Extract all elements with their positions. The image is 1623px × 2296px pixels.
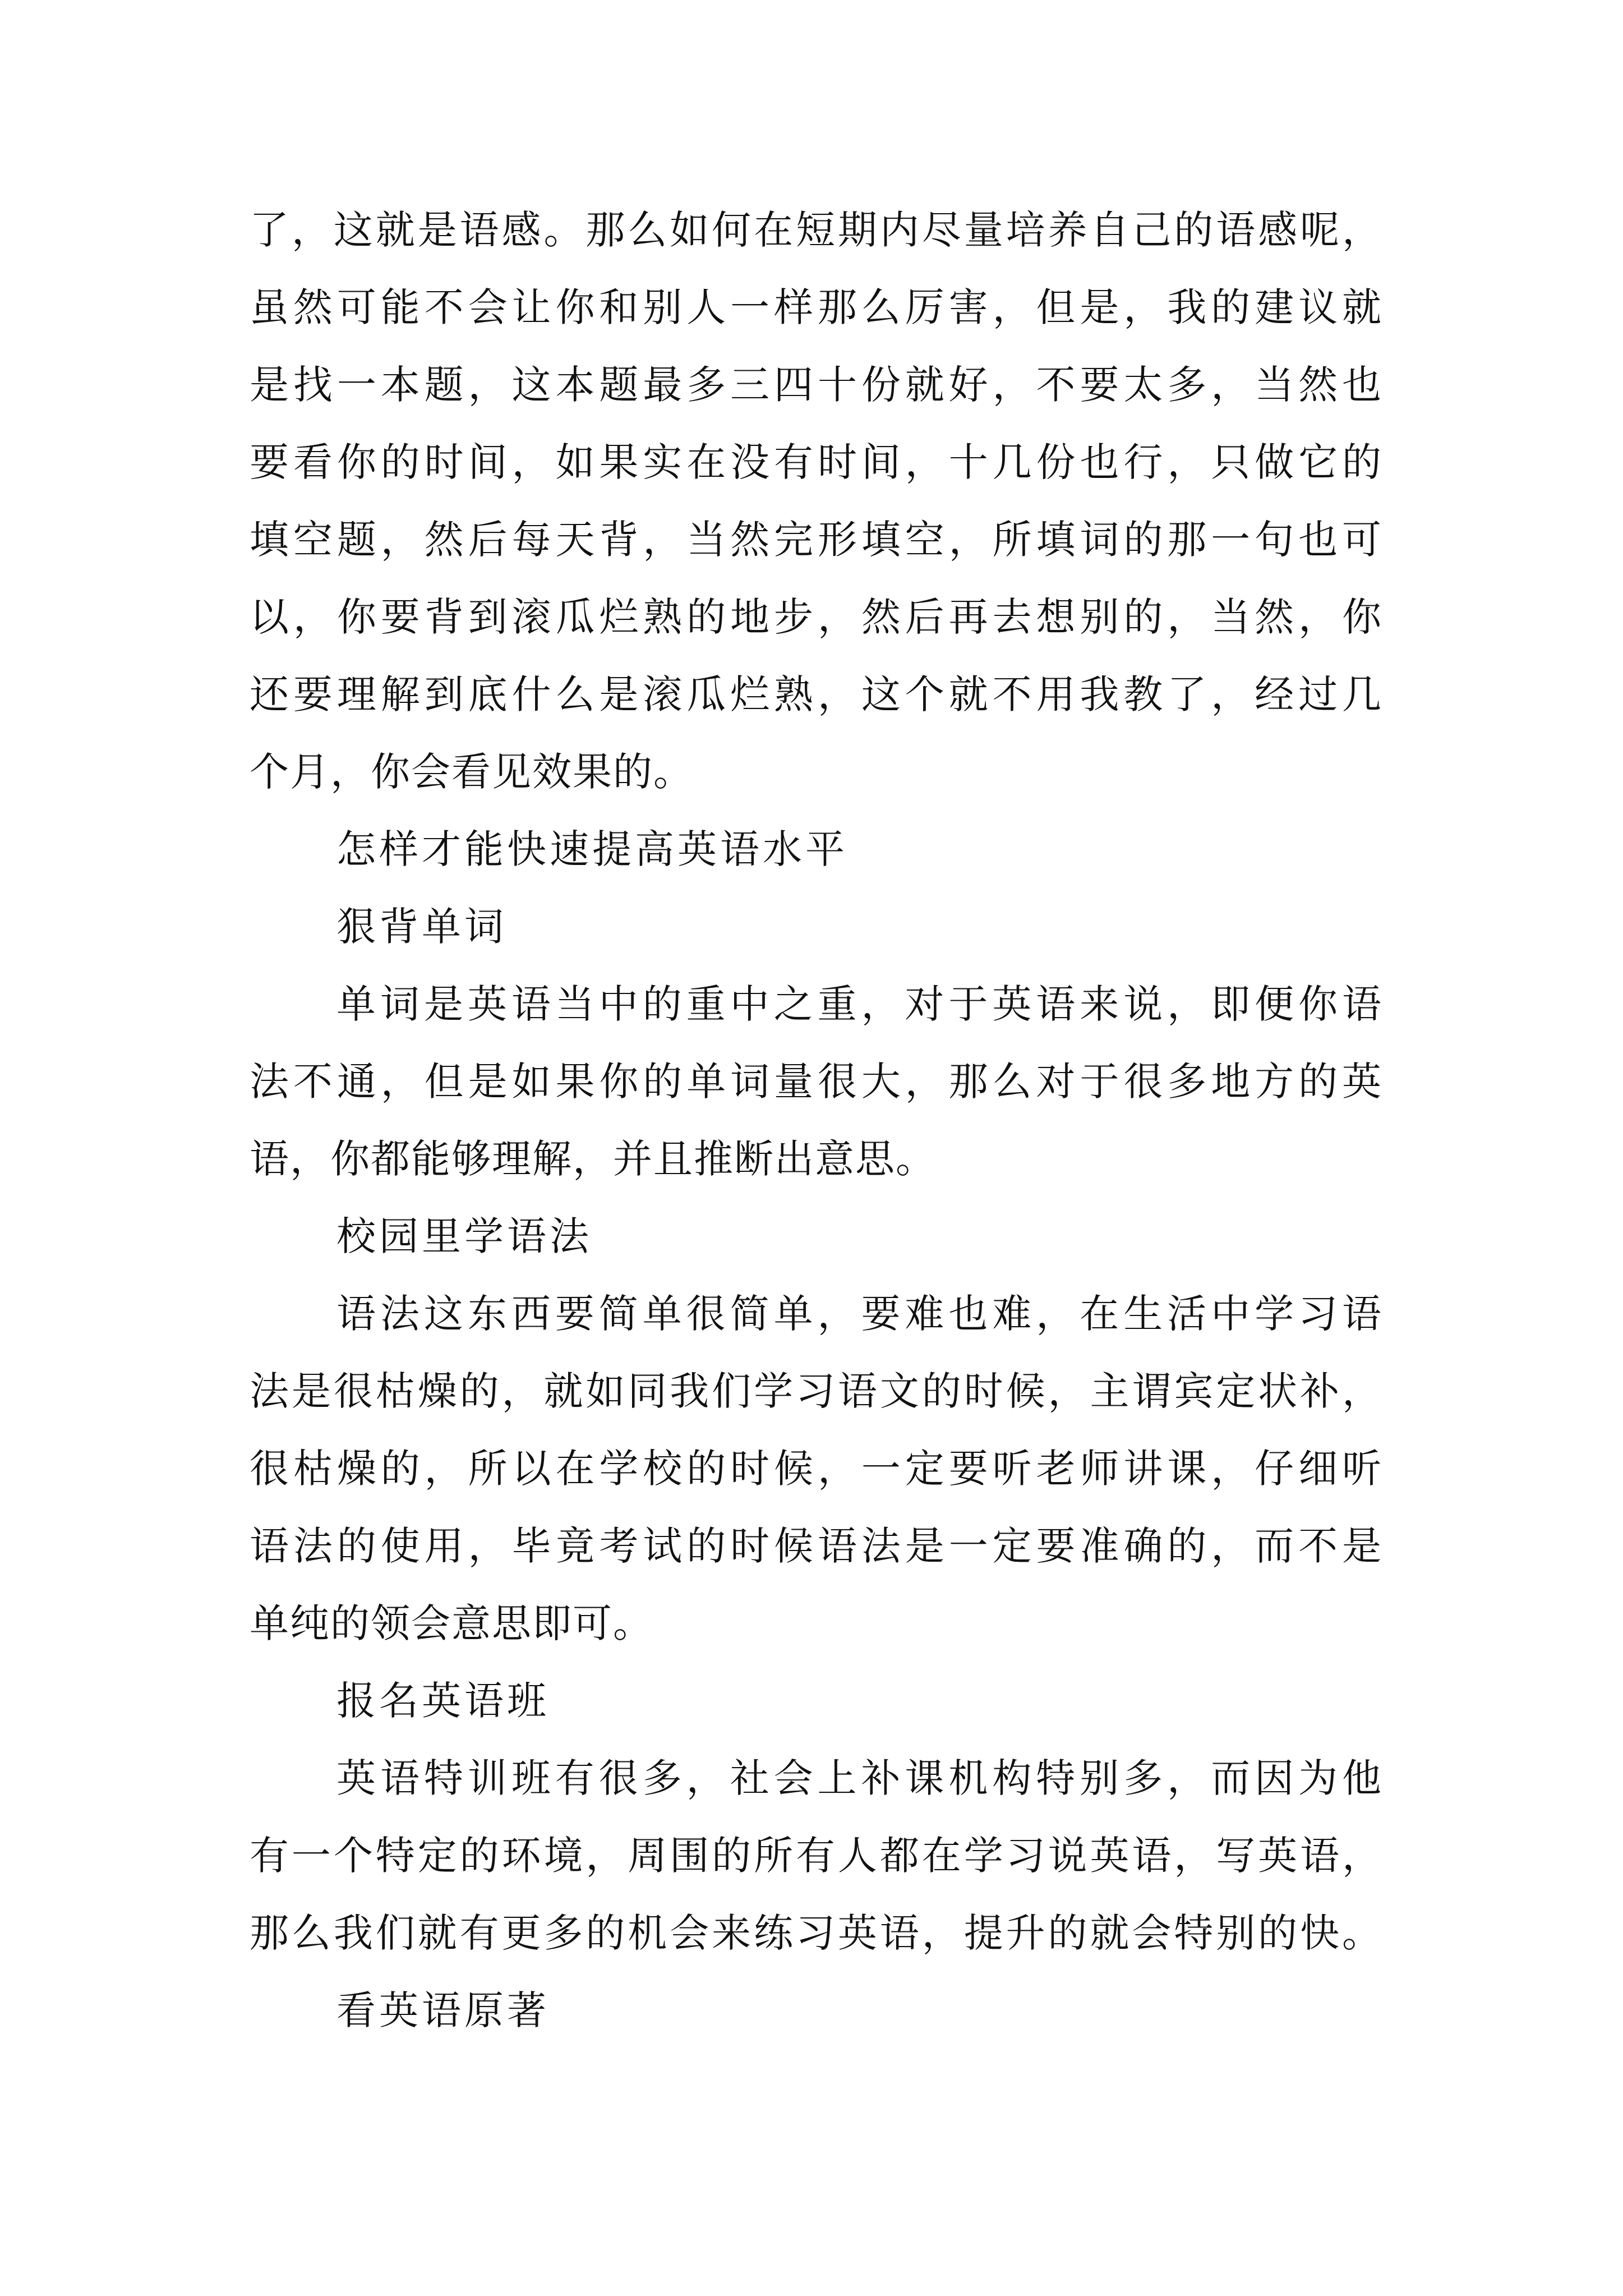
paragraph-1-line-7: 还要理解到底什么是滚瓜烂熟，这个就不用我教了，经过几 [250,671,1382,717]
paragraph-1-line-4: 要看你的时间，如果实在没有时间，十几份也行，只做它的 [250,439,1382,485]
paragraph-4-line-2: 有一个特定的环境，周围的所有人都在学习说英语，写英语， [250,1833,1382,1879]
heading-main: 怎样才能快速提高英语水平 [336,826,848,872]
paragraph-2-line-2: 法不通，但是如果你的单词量很大，那么对于很多地方的英 [250,1059,1382,1105]
paragraph-1-line-8: 个月，你会看见效果的。 [250,749,694,795]
section-heading-4: 看英语原著 [336,1987,550,2033]
paragraph-2-line-3: 语，你都能够理解，并且推断出意思。 [250,1136,936,1182]
section-heading-2: 校园里学语法 [336,1213,592,1259]
paragraph-2-line-1: 单词是英语当中的重中之重，对于英语来说，即便你语 [336,981,1382,1027]
section-heading-1: 狠背单词 [336,904,507,950]
section-heading-3: 报名英语班 [336,1678,550,1724]
paragraph-4-line-3: 那么我们就有更多的机会来练习英语，提升的就会特别的快。 [250,1910,1382,1956]
paragraph-3-line-1: 语法这东西要简单很简单，要难也难，在生活中学习语 [336,1291,1382,1337]
paragraph-3-line-2: 法是很枯燥的，就如同我们学习语文的时候，主谓宾定状补， [250,1368,1382,1414]
paragraph-4-line-1: 英语特训班有很多，社会上补课机构特别多，而因为他 [336,1755,1382,1801]
paragraph-1-line-1: 了，这就是语感。那么如何在短期内尽量培养自己的语感呢， [250,207,1382,253]
paragraph-3-line-3: 很枯燥的，所以在学校的时候，一定要听老师讲课，仔细听 [250,1446,1382,1492]
paragraph-1-line-5: 填空题，然后每天背，当然完形填空，所填词的那一句也可 [250,517,1382,563]
paragraph-3-line-4: 语法的使用，毕竟考试的时候语法是一定要准确的，而不是 [250,1523,1382,1569]
paragraph-3-line-5: 单纯的领会意思即可。 [250,1600,653,1646]
paragraph-1-line-2: 虽然可能不会让你和别人一样那么厉害，但是，我的建议就 [250,284,1382,330]
paragraph-1-line-3: 是找一本题，这本题最多三四十份就好，不要太多，当然也 [250,362,1382,408]
paragraph-1-line-6: 以，你要背到滚瓜烂熟的地步，然后再去想别的，当然，你 [250,594,1382,640]
